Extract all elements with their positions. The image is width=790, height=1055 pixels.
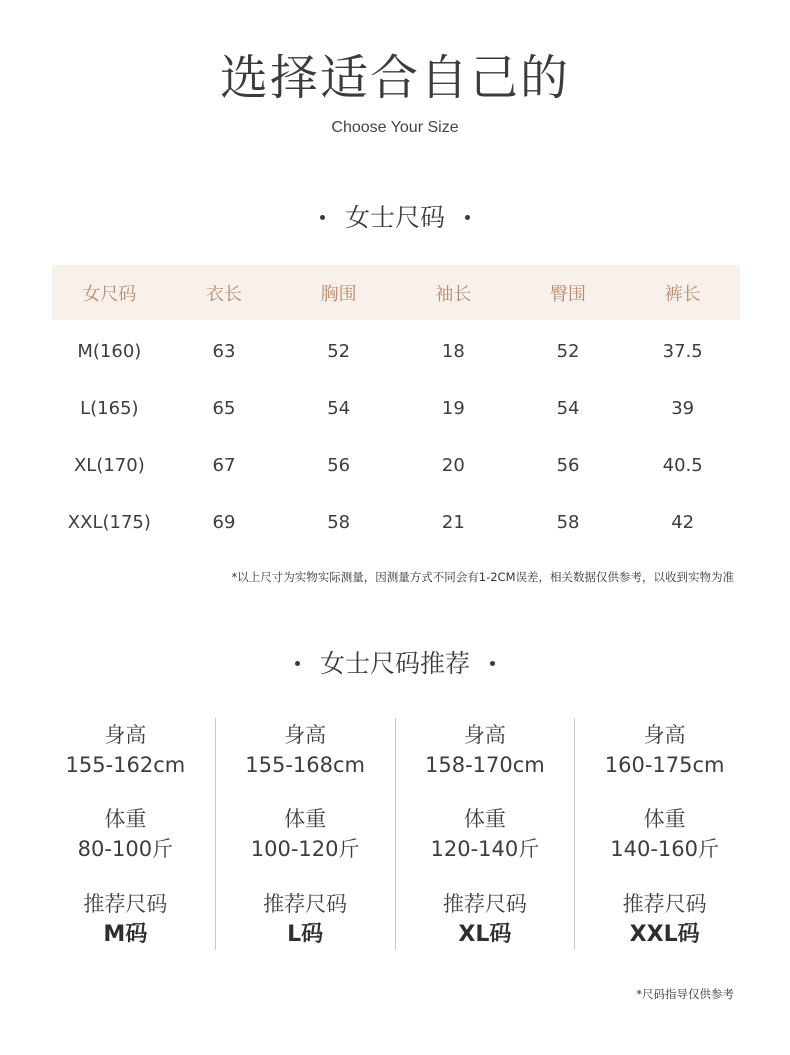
size-table — [52, 265, 740, 551]
bullet-dot-icon — [490, 661, 495, 666]
table-cell: 65 — [212, 398, 236, 419]
table-cell: 37.5 — [662, 341, 703, 362]
weight-label: 体重 — [284, 807, 327, 831]
table-row — [52, 380, 740, 437]
table-row — [52, 437, 740, 494]
height-label: 身高 — [643, 723, 686, 747]
height-value: 155-162cm — [65, 753, 186, 777]
weight-value: 140-160斤 — [610, 837, 719, 861]
recommendation-heading-text: 女士尺码推荐 — [319, 649, 470, 678]
table-cell: 56 — [327, 455, 351, 476]
table-cell: 69 — [212, 512, 236, 533]
table-cell: 56 — [556, 455, 580, 476]
size-label: 推荐尺码 — [442, 892, 527, 916]
table-cell: 58 — [327, 512, 351, 533]
header-cell: 袖长 — [435, 283, 472, 305]
recommended-size: XXL码 — [629, 922, 700, 947]
recommended-size: L码 — [287, 922, 324, 947]
size-label: 推荐尺码 — [263, 892, 348, 916]
table-cell: 40.5 — [662, 455, 703, 476]
recommended-size: XL码 — [458, 922, 512, 947]
weight-value: 120-140斤 — [430, 837, 540, 861]
table-cell: 52 — [556, 341, 580, 362]
size-chart-heading-text: 女士尺码 — [344, 203, 445, 232]
table-row — [52, 323, 740, 380]
recommendation-heading — [0, 647, 790, 681]
height-value: 158-170cm — [425, 753, 545, 777]
table-cell: 20 — [441, 455, 465, 476]
bullet-dot-icon — [465, 215, 470, 220]
recommendation-column — [215, 718, 395, 950]
header-cell: 臀围 — [550, 283, 587, 305]
table-cell: 54 — [556, 398, 580, 419]
page-subtitle: Choose Your Size — [331, 119, 459, 136]
page-title: 选择适合自己的 — [219, 50, 570, 106]
weight-label: 体重 — [643, 807, 686, 831]
table-cell: 58 — [556, 512, 580, 533]
table-cell: 21 — [441, 512, 465, 533]
measurement-note: *以上尺寸为实物实际测量，因测量方式不同会有1-2CM误差，相关数据仅供参考，以收到实物为准 — [231, 570, 734, 584]
recommendation-column — [36, 718, 215, 950]
height-label: 身高 — [463, 723, 506, 747]
header-cell: 裤长 — [664, 283, 701, 305]
table-cell: 18 — [441, 341, 465, 362]
table-row — [52, 494, 740, 551]
table-cell: 19 — [441, 398, 465, 419]
table-cell: 39 — [671, 398, 695, 419]
table-body — [52, 320, 740, 551]
height-label: 身高 — [284, 723, 327, 747]
header-cell: 胸围 — [320, 283, 357, 305]
size-chart-heading — [0, 201, 790, 235]
table-cell: 52 — [327, 341, 351, 362]
weight-label: 体重 — [104, 807, 147, 831]
size-label: 推荐尺码 — [83, 892, 168, 916]
table-cell: XXL(175) — [67, 512, 151, 533]
table-header — [52, 265, 740, 320]
height-label: 身高 — [104, 723, 147, 747]
header-cell: 衣长 — [206, 283, 242, 305]
table-cell: 54 — [327, 398, 351, 419]
recommendation-column — [574, 718, 754, 950]
table-cell: 67 — [212, 455, 236, 476]
table-cell: 63 — [212, 341, 236, 362]
recommended-size: M码 — [103, 922, 148, 947]
size-label: 推荐尺码 — [622, 892, 707, 916]
weight-value: 80-100斤 — [77, 837, 174, 861]
table-cell: M(160) — [77, 341, 142, 362]
bullet-dot-icon — [295, 661, 300, 666]
header-cell: 女尺码 — [82, 283, 137, 305]
recommendation-column — [395, 718, 575, 950]
height-value: 155-168cm — [245, 753, 365, 777]
size-guide-note: *尺码指导仅供参考 — [636, 987, 734, 1001]
recommendation-grid — [36, 718, 754, 950]
height-value: 160-175cm — [604, 753, 725, 777]
table-cell: XL(170) — [73, 455, 145, 476]
table-cell: 42 — [671, 512, 695, 533]
weight-value: 100-120斤 — [250, 837, 360, 861]
weight-label: 体重 — [463, 807, 506, 831]
bullet-dot-icon — [320, 215, 325, 220]
table-cell: L(165) — [80, 398, 139, 419]
